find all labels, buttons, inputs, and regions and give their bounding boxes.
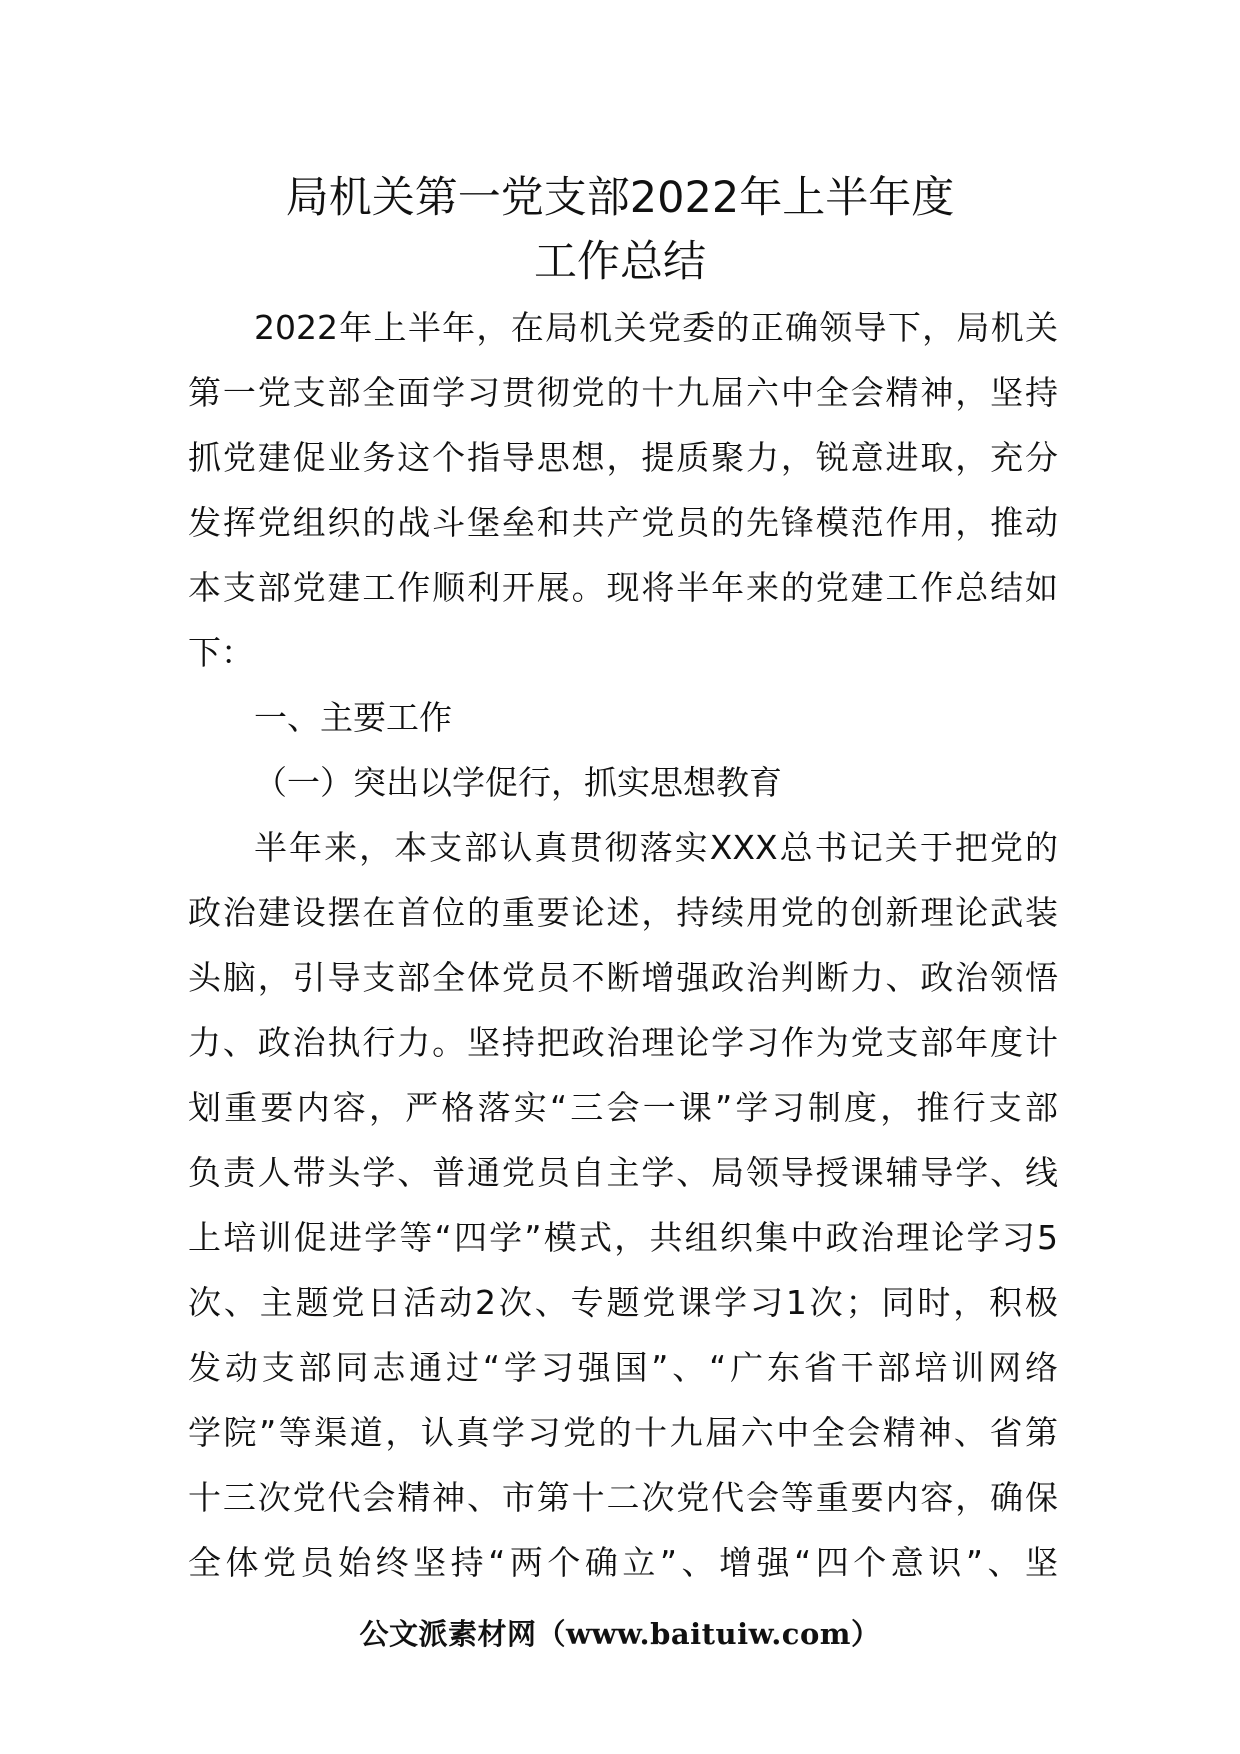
intro-line: 抓党建促业务这个指导思想，提质聚力，锐意进取，充分 <box>188 438 1058 477</box>
paragraph-line: 全体党员始终坚持“两个确立”、增强“四个意识”、坚 <box>188 1543 1058 1582</box>
paragraph-line: 力、政治执行力。坚持把政治理论学习作为党支部年度计 <box>188 1023 1058 1062</box>
subsection-heading: （一）突出以学促行，抓实思想教育 <box>254 763 782 802</box>
paragraph-line: 发动支部同志通过“学习强国”、“广东省干部培训网络 <box>188 1348 1058 1387</box>
paragraph-line: 上培训促进学等“四学”模式，共组织集中政治理论学习5 <box>188 1218 1058 1257</box>
paragraph-line: 半年来，本支部认真贯彻落实XXX总书记关于把党的 <box>254 828 1058 867</box>
document-body <box>188 295 1058 1595</box>
intro-line: 本支部党建工作顺利开展。现将半年来的党建工作总结如 <box>188 568 1058 607</box>
footer-watermark: 公文派素材网（www.baituiw.com） <box>359 1617 881 1651</box>
paragraph-line: 政治建设摆在首位的重要论述，持续用党的创新理论武装 <box>188 893 1058 932</box>
intro-line: 第一党支部全面学习贯彻党的十九届六中全会精神，坚持 <box>188 373 1058 412</box>
paragraph-line: 划重要内容，严格落实“三会一课”学习制度，推行支部 <box>188 1088 1058 1127</box>
section-heading: 一、主要工作 <box>254 698 452 737</box>
document-title-line-1: 局机关第一党支部2022年上半年度 <box>285 173 955 223</box>
paragraph-line: 学院”等渠道，认真学习党的十九届六中全会精神、省第 <box>188 1413 1058 1452</box>
paragraph-line: 头脑，引导支部全体党员不断增强政治判断力、政治领悟 <box>188 958 1058 997</box>
document-title-line-2: 工作总结 <box>534 237 706 287</box>
intro-line: 下： <box>188 633 254 672</box>
paragraph-line: 十三次党代会精神、市第十二次党代会等重要内容，确保 <box>188 1478 1058 1517</box>
paragraph-line: 负责人带头学、普通党员自主学、局领导授课辅导学、线 <box>188 1153 1058 1192</box>
paragraph-line: 次、主题党日活动2次、专题党课学习1次；同时，积极 <box>188 1283 1058 1322</box>
intro-line: 2022年上半年，在局机关党委的正确领导下，局机关 <box>254 308 1058 347</box>
intro-line: 发挥党组织的战斗堡垒和共产党员的先锋模范作用，推动 <box>188 503 1058 542</box>
